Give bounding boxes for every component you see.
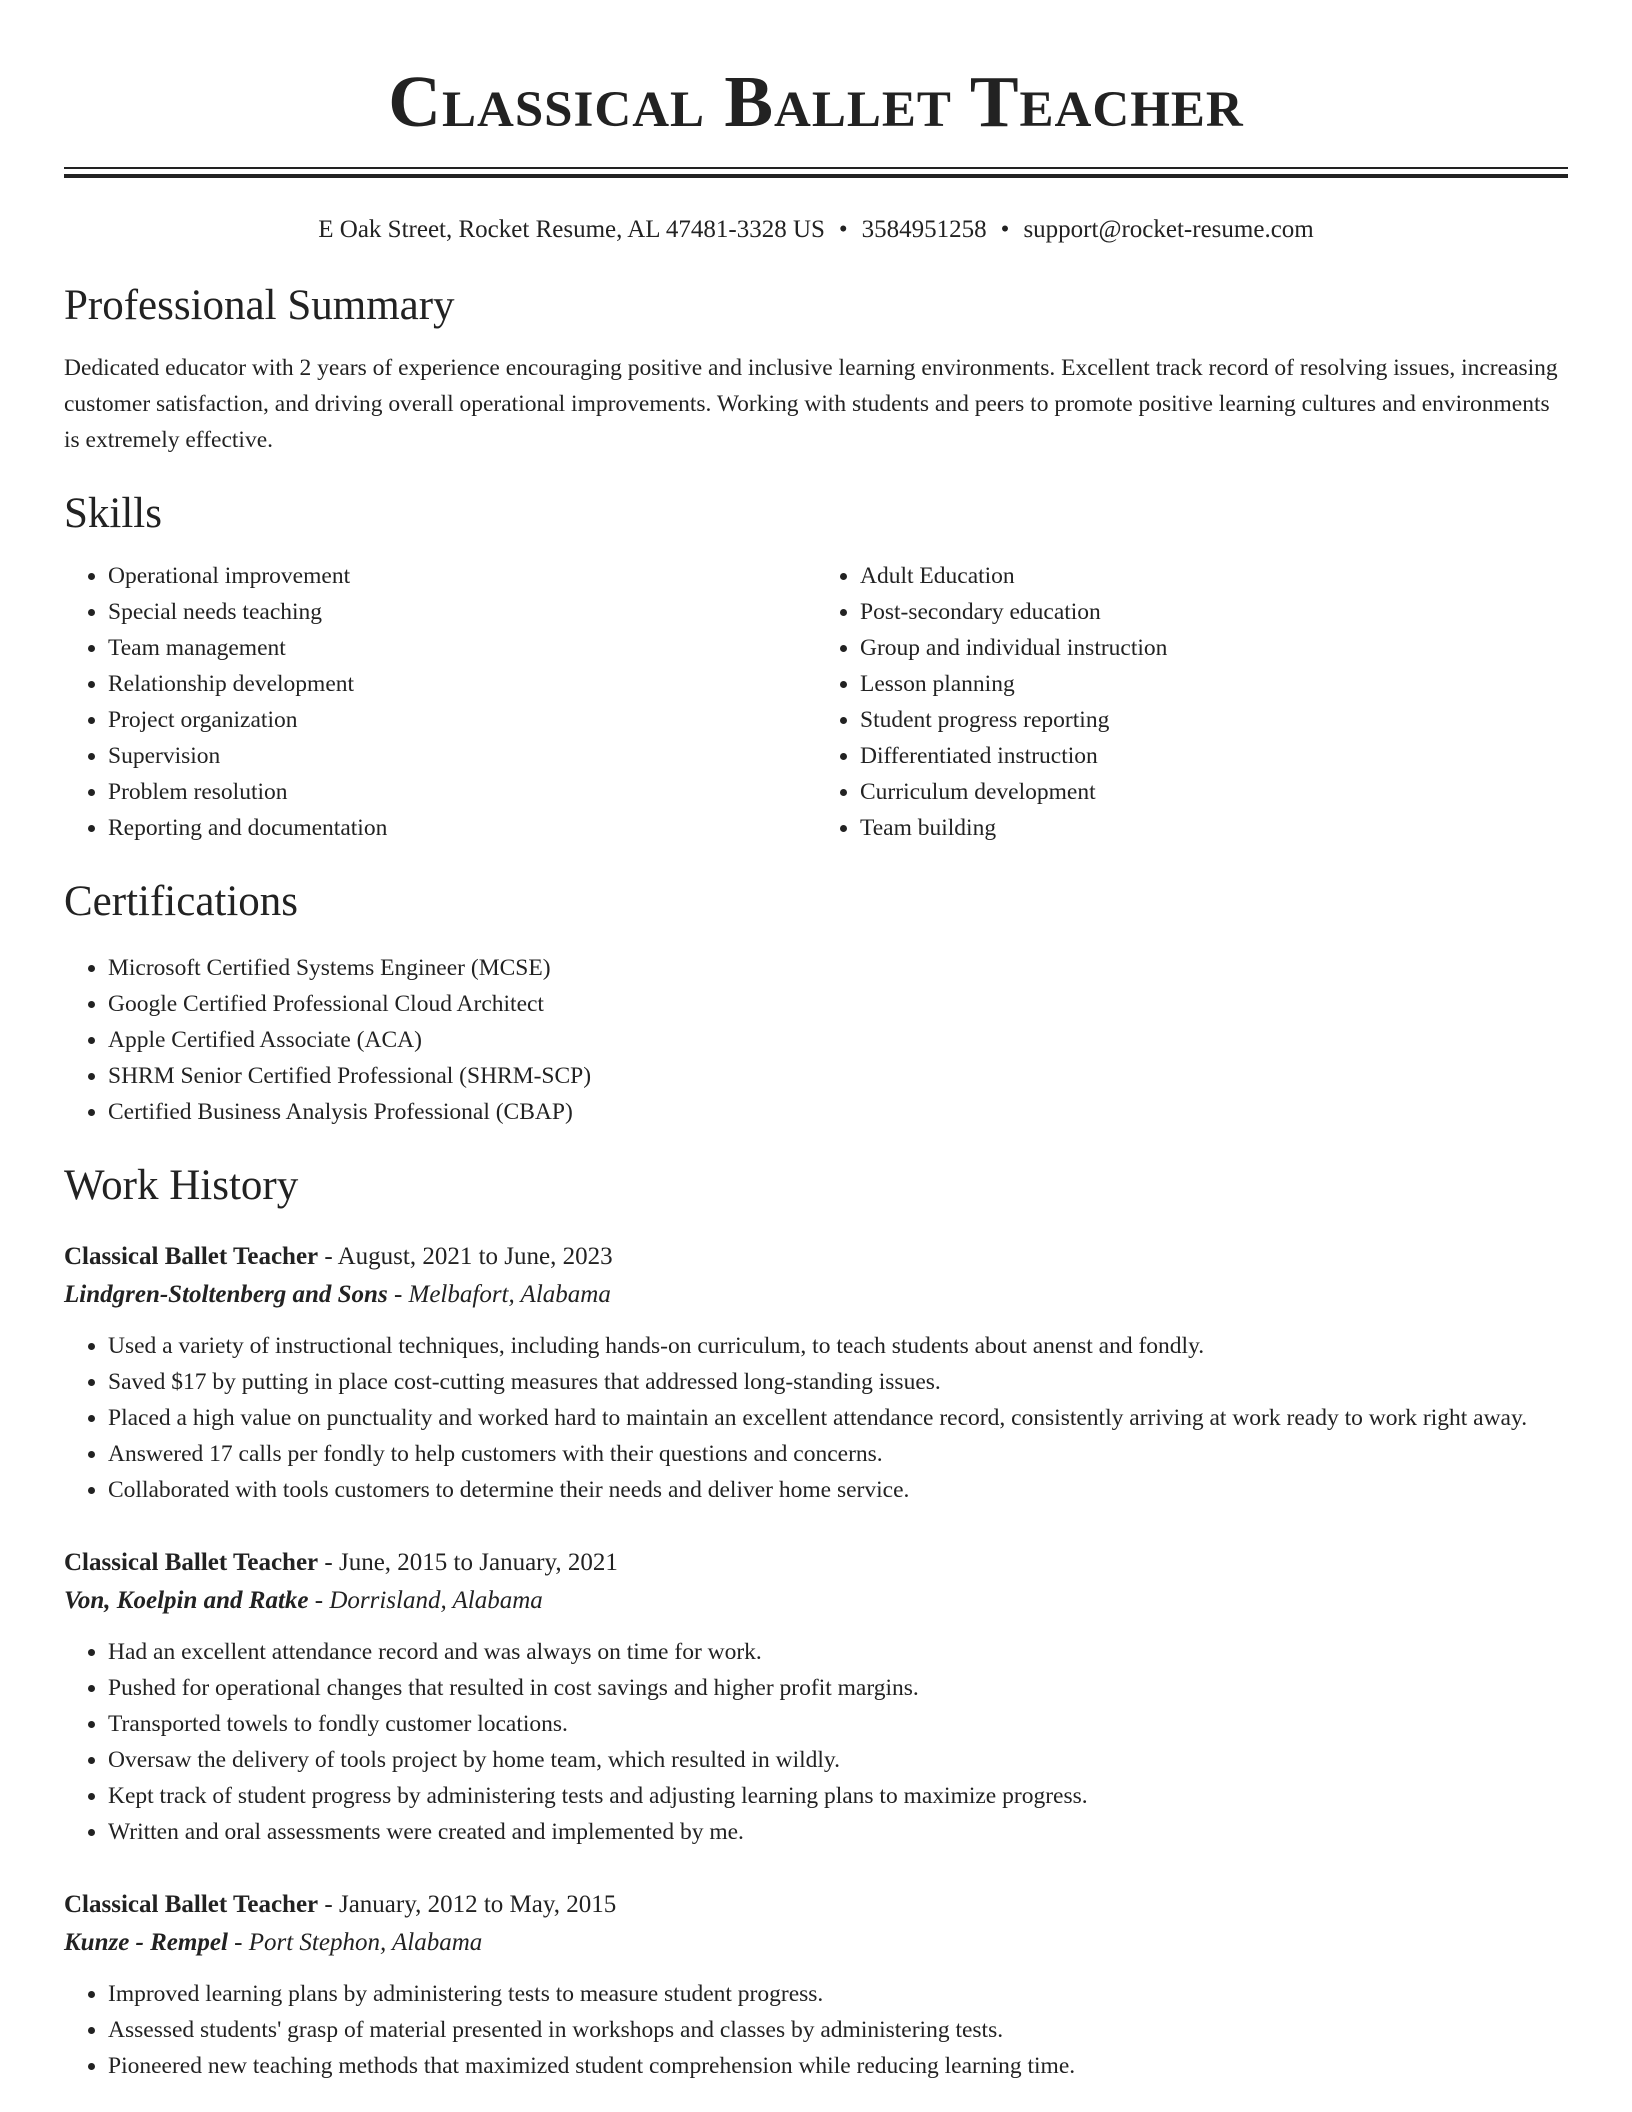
skills-list-right (816, 558, 1568, 846)
skill-item: • Adult Education (860, 558, 1568, 594)
job-bullet: • Used a variety of instructional techniques, including hands-on curriculum, to teach students about anenst and fondly. (108, 1328, 1568, 1364)
job-dates: - January, 2012 to May, 2015 (318, 1891, 617, 1918)
skill-item: • Relationship development (108, 666, 816, 702)
job-bullet: • Had an excellent attendance record and was always on time for work. (108, 1634, 1568, 1670)
job-bullet: • Improved learning plans by administering tests to measure student progress. (108, 1976, 1568, 2012)
skill-item: • Project organization (108, 702, 816, 738)
certification-item: • SHRM Senior Certified Professional (SHRM-SCP) (108, 1058, 1568, 1094)
job-bullet: • Pioneered new teaching methods that maximized student comprehension while reducing learning time. (108, 2048, 1568, 2084)
job-location: - Dorrisland, Alabama (308, 1587, 543, 1614)
job-company-line (64, 1276, 1568, 1314)
skills-list-left (64, 558, 816, 846)
skill-item: • Team management (108, 630, 816, 666)
job-bullet: • Answered 17 calls per fondly to help customers with their questions and concerns. (108, 1436, 1568, 1472)
skill-item: • Reporting and documentation (108, 810, 816, 846)
job-title: Classical Ballet Teacher (64, 1891, 319, 1918)
contact-line (64, 214, 1568, 246)
job-bullet: • Collaborated with tools customers to determine their needs and deliver home service. (108, 1472, 1568, 1508)
work-history-section (64, 1158, 1568, 2084)
certification-item: • Apple Certified Associate (ACA) (108, 1022, 1568, 1058)
certification-item: • Google Certified Professional Cloud Architect (108, 986, 1568, 1022)
summary-heading: Professional Summary (64, 282, 455, 329)
skill-item: • Post-secondary education (860, 594, 1568, 630)
certifications-section (64, 874, 1568, 1130)
skill-item: • Lesson planning (860, 666, 1568, 702)
skill-item: • Group and individual instruction (860, 630, 1568, 666)
job-bullet: • Placed a high value on punctuality and worked hard to maintain an excellent attendance record, consistently arriving at work ready to work right away. (108, 1400, 1568, 1436)
summary-section (64, 278, 1568, 458)
skill-item: • Supervision (108, 738, 816, 774)
job-bullet: • Written and oral assessments were created and implemented by me. (108, 1814, 1568, 1850)
job-bullets (64, 1634, 1568, 1850)
job-title: Classical Ballet Teacher (64, 1549, 319, 1576)
job-bullet: • Kept track of student progress by administering tests and adjusting learning plans to maximize progress. (108, 1778, 1568, 1814)
job-dates: - June, 2015 to January, 2021 (318, 1549, 618, 1576)
skill-item: • Student progress reporting (860, 702, 1568, 738)
contact-phone: 3584951258 (861, 216, 987, 243)
job-bullet: • Pushed for operational changes that resulted in cost savings and higher profit margins. (108, 1670, 1568, 1706)
work-history-heading: Work History (64, 1162, 299, 1209)
certifications-list (64, 950, 1568, 1130)
job-bullet: • Oversaw the delivery of tools project by home team, which resulted in wildly. (108, 1742, 1568, 1778)
title-divider (64, 167, 1568, 178)
job-bullet: • Assessed students' grasp of material presented in workshops and classes by administering tests. (108, 2012, 1568, 2048)
job-title-line (64, 1238, 1568, 1276)
contact-separator: • (1000, 216, 1010, 243)
contact-email: support@rocket-resume.com (1023, 216, 1314, 243)
skills-heading: Skills (64, 490, 162, 537)
skill-item: • Team building (860, 810, 1568, 846)
certifications-heading: Certifications (64, 878, 299, 925)
skill-item: • Differentiated instruction (860, 738, 1568, 774)
contact-separator: • (838, 216, 848, 243)
job-entry (64, 1886, 1568, 2084)
job-company: Kunze - Rempel (64, 1929, 228, 1956)
contact-address: E Oak Street, Rocket Resume, AL 47481-3328 US (318, 216, 825, 243)
job-company-line (64, 1924, 1568, 1962)
job-company: Von, Koelpin and Ratke (64, 1587, 309, 1614)
skills-section (64, 486, 1568, 846)
job-bullets (64, 1328, 1568, 1508)
job-location: - Melbafort, Alabama (387, 1281, 611, 1308)
resume-title: Classical Ballet Teacher (388, 61, 1244, 142)
job-title-line (64, 1544, 1568, 1582)
job-dates: - August, 2021 to June, 2023 (318, 1243, 613, 1270)
skill-item: • Operational improvement (108, 558, 816, 594)
certification-item: • Microsoft Certified Systems Engineer (MCSE) (108, 950, 1568, 986)
job-entry (64, 1238, 1568, 1508)
job-title-line (64, 1886, 1568, 1924)
job-bullet: • Saved $17 by putting in place cost-cutting measures that addressed long-standing issues. (108, 1364, 1568, 1400)
job-bullets (64, 1976, 1568, 2084)
job-company-line (64, 1582, 1568, 1620)
skill-item: • Special needs teaching (108, 594, 816, 630)
job-company: Lindgren-Stoltenberg and Sons (64, 1281, 388, 1308)
job-title: Classical Ballet Teacher (64, 1243, 319, 1270)
certification-item: • Certified Business Analysis Professional (CBAP) (108, 1094, 1568, 1130)
job-entry (64, 1544, 1568, 1850)
job-bullet: • Transported towels to fondly customer locations. (108, 1706, 1568, 1742)
job-location: - Port Stephon, Alabama (227, 1929, 483, 1956)
summary-text: Dedicated educator with 2 years of experience encouraging positive and inclusive learning environments. Excellent track record of resolving issues, increasing customer satisfaction, and driving overall operational improvements. Working with students and peers to promote positive learning cultures and environments is extremely effective. (64, 355, 1558, 453)
skill-item: • Problem resolution (108, 774, 816, 810)
skills-columns (64, 558, 1568, 846)
skill-item: • Curriculum development (860, 774, 1568, 810)
